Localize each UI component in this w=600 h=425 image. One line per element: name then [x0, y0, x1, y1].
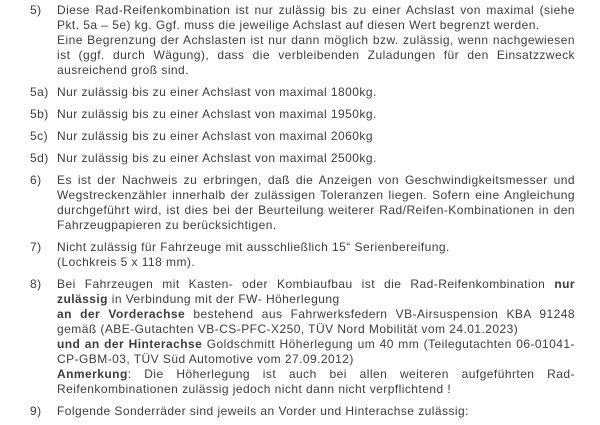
text-run: Nur zulässig bis zu einer Achslast von maximal 2500kg. — [57, 151, 377, 165]
item-number: 7) — [30, 240, 42, 254]
item-number: 5a) — [30, 85, 49, 99]
text-run: Goldschmitt Höherlegung um 40 mm (Teilegutachten 06-01041-CP-GBM-03, TÜV Süd Automotive vom 27.09.2012) — [57, 337, 575, 366]
text-run: Diese Rad-Reifenkombination ist nur zulässig bis zu einer Achslast von maximal (siehe Pkt. 5a – 5e) kg. Ggf. muss die jeweilige Achslast auf diesen Wert begrenzt werden. — [57, 3, 575, 32]
item-paragraph — [57, 404, 575, 419]
text-run-bold: an der Vorderachse — [57, 307, 186, 321]
item-content — [57, 85, 575, 100]
item-number: 8) — [30, 277, 42, 291]
item-paragraph — [57, 85, 575, 100]
text-run-bold: nur zulässig — [57, 277, 575, 306]
text-run-bold: und an der Hinterachse — [57, 337, 203, 351]
item-number: 9) — [30, 404, 42, 418]
list-item-9 — [30, 404, 575, 419]
item-content — [57, 173, 575, 233]
text-run-bold: Anmerkung — [57, 367, 128, 381]
item-number: 5d) — [30, 151, 49, 165]
item-number: 5b) — [30, 107, 49, 121]
item-paragraph — [57, 129, 575, 144]
text-run: Nur zulässig bis zu einer Achslast von maximal 2060kg — [57, 129, 373, 143]
item-paragraph — [57, 277, 575, 307]
item-paragraph — [57, 255, 575, 270]
text-run: : Die Höherlegung ist auch bei allen weiteren aufgeführten Rad-Reifenkombinationen zulässig jedoch nicht dann nicht verpflichtend ! — [57, 367, 575, 396]
list-item-5 — [30, 3, 575, 78]
text-run: Nicht zulässig für Fahrzeuge mit ausschließlich 15“ Serienbereifung. — [57, 240, 450, 254]
item-content — [57, 151, 575, 166]
item-content — [57, 107, 575, 122]
text-run: Nur zulässig bis zu einer Achslast von maximal 1800kg. — [57, 85, 377, 99]
item-content — [57, 3, 575, 78]
item-paragraph — [57, 151, 575, 166]
item-content — [57, 277, 575, 397]
text-run: bestehend aus Fahrwerksfedern VB-Airsuspension KBA 91248 gemäß (ABE-Gutachten VB-CS-PFC-X250, TÜV Nord Mobilität vom 24.01.2023) — [57, 307, 576, 336]
item-number: 6) — [30, 173, 42, 187]
text-run: (Lochkreis 5 x 118 mm). — [57, 255, 196, 269]
list-item-8 — [30, 277, 575, 397]
item-paragraph — [57, 307, 575, 337]
item-content — [57, 129, 575, 144]
list-item-5d — [30, 151, 575, 166]
item-paragraph — [57, 3, 575, 33]
text-run: Es ist der Nachweis zu erbringen, daß die Anzeigen von Geschwindigkeitsmesser und Wegstreckenzähler innerhalb der zulässigen Toleranzen liegen. Sofern eine Angleichung durchgeführt wird, ist dies bei der Beurteilung weiterer Rad/Reifen-Kombinationen in den Fahrzeugpapieren zu berücksichtigen. — [57, 173, 575, 232]
text-run: Folgende Sonderräder sind jeweils an Vorder und Hinterachse zulässig: — [57, 404, 469, 418]
list-item-5b — [30, 107, 575, 122]
item-paragraph — [57, 337, 575, 367]
item-paragraph — [57, 367, 575, 397]
item-number: 5) — [30, 3, 42, 17]
list-item-7 — [30, 240, 575, 270]
item-paragraph — [57, 33, 575, 78]
list-item-5a — [30, 85, 575, 100]
item-paragraph — [57, 107, 575, 122]
text-run: in Verbindung mit der FW- Höherlegung — [107, 292, 340, 306]
item-content — [57, 240, 575, 270]
item-paragraph — [57, 173, 575, 233]
list-item-5c — [30, 129, 575, 144]
list-item-6 — [30, 173, 575, 233]
item-number: 5c) — [30, 129, 49, 143]
item-paragraph — [57, 240, 575, 255]
text-run: Nur zulässig bis zu einer Achslast von maximal 1950kg. — [57, 107, 377, 121]
item-content — [57, 404, 575, 419]
text-run: Eine Begrenzung der Achslasten ist nur dann möglich bzw. zulässig, wenn nachgewiesen ist (ggf. durch Wägung), dass die verbleibenden Zuladungen für den Einsatzzweck ausreichend groß sind. — [57, 33, 575, 77]
text-run: Bei Fahrzeugen mit Kasten- oder Kombiaufbau ist die Rad-Reifenkombination — [57, 277, 555, 291]
